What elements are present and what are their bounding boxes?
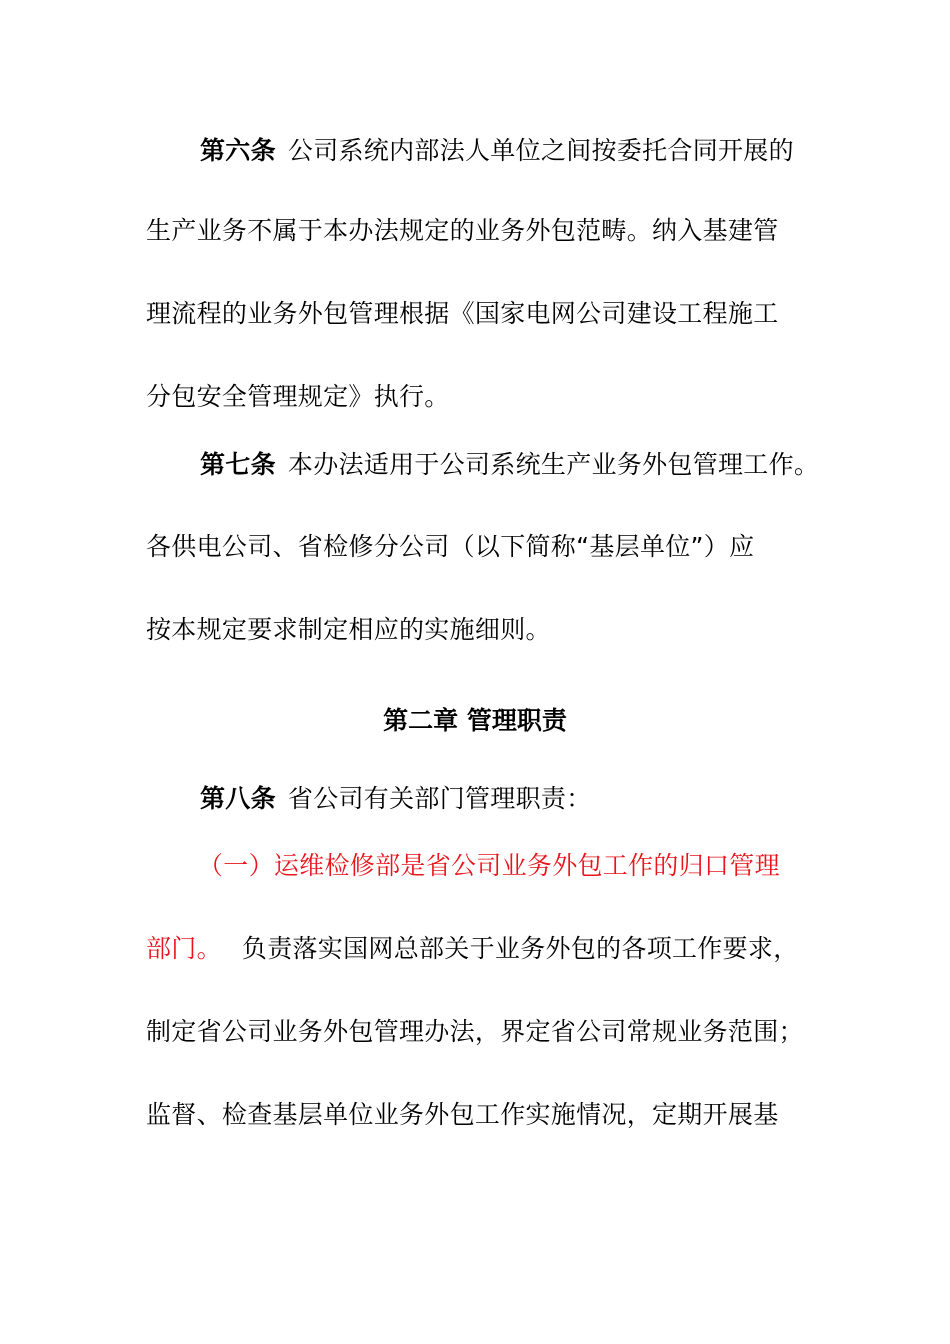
article7-line1 — [200, 450, 880, 480]
article8-item1-red-line2: 部门。 — [146, 934, 222, 963]
article8-item1-line3: 制定省公司业务外包管理办法，界定省公司常规业务范围； — [146, 1017, 804, 1046]
article7-label: 第七条 — [200, 450, 276, 479]
article8-item1-red-line1: （一）运维检修部是省公司业务外包工作的归口管理 — [198, 851, 780, 880]
article8-text-1: 省公司有关部门管理职责： — [287, 784, 592, 813]
article6-line2: 生产业务不属于本办法规定的业务外包范畴。纳入基建管 — [146, 216, 779, 245]
article6-line4: 分包安全管理规定》执行。 — [146, 382, 450, 411]
article8-item1-line2 — [146, 934, 826, 964]
article8-item1-line2-rest: 负责落实国网总部关于业务外包的各项工作要求， — [241, 934, 799, 963]
article8-line1 — [200, 784, 880, 814]
article8-item1-line4: 监督、检查基层单位业务外包工作实施情况，定期开展基 — [146, 1100, 779, 1129]
article6-line1 — [200, 136, 880, 166]
article7-line3: 按本规定要求制定相应的实施细则。 — [146, 615, 551, 644]
article8-label: 第八条 — [200, 784, 276, 813]
article7-line2: 各供电公司、省检修分公司（以下简称“基层单位”）应 — [146, 532, 755, 561]
article6-label: 第六条 — [200, 136, 276, 165]
article6-text-1: 公司系统内部法人单位之间按委托合同开展的 — [287, 136, 794, 165]
chapter-heading: 第二章 管理职责 — [383, 706, 567, 735]
article7-text-1: 本办法适用于公司系统生产业务外包管理工作。 — [287, 450, 820, 479]
article6-line3: 理流程的业务外包管理根据《国家电网公司建设工程施工 — [146, 299, 779, 328]
